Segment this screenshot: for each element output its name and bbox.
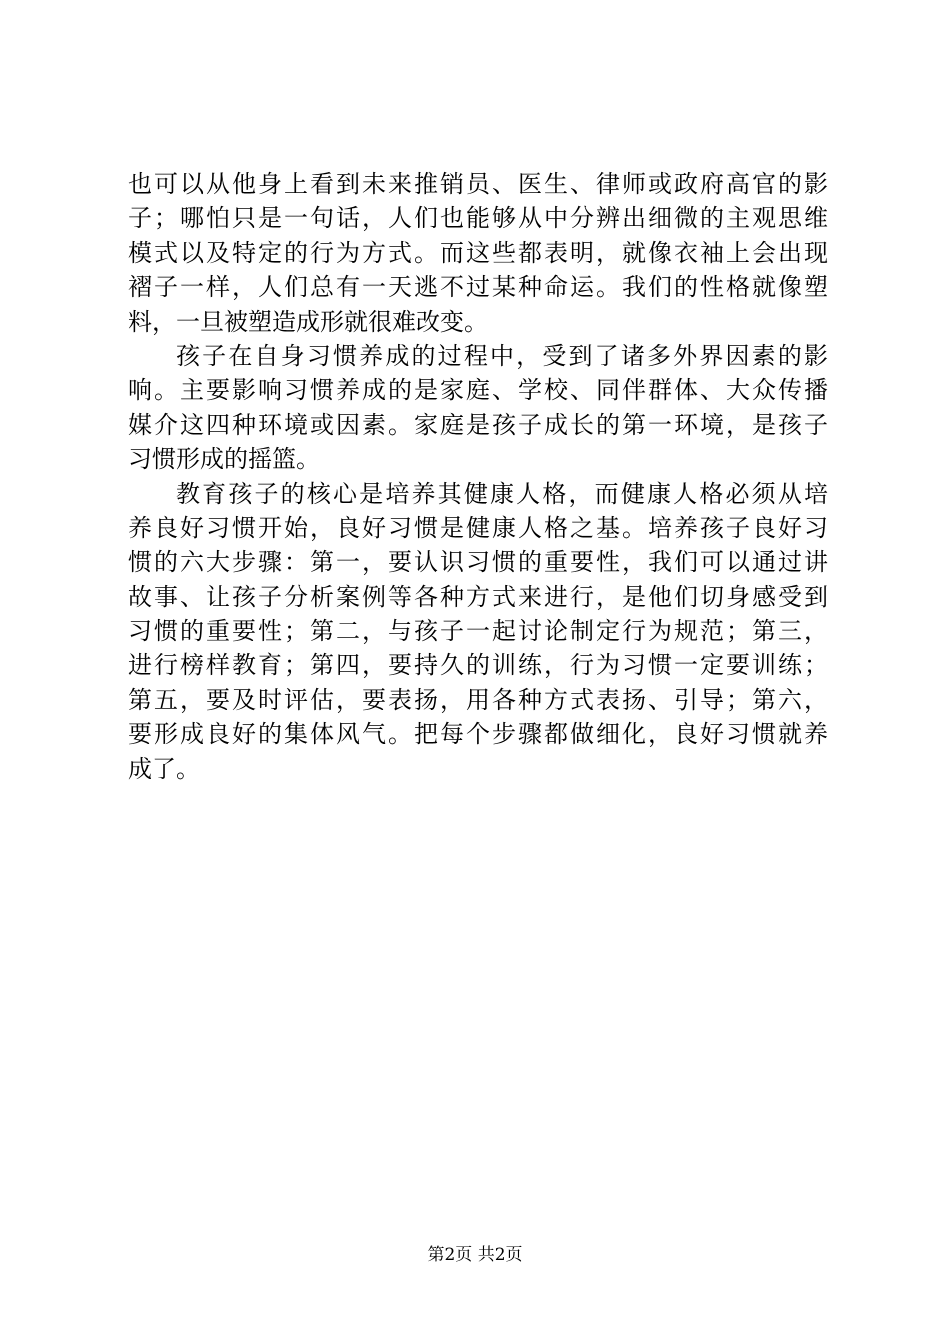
text-line: 惯的六大步骤：第一，要认识习惯的重要性，我们可以通过讲 bbox=[128, 548, 828, 577]
text-line: 料，一旦被塑造成形就很难改变。 bbox=[128, 307, 488, 336]
text-line: 褶子一样，人们总有一天逃不过某种命运。我们的性格就像塑 bbox=[128, 273, 828, 302]
text-line: 故事、让孩子分析案例等各种方式来进行，是他们切身感受到 bbox=[128, 582, 828, 611]
text-line: 习惯的重要性；第二，与孩子一起讨论制定行为规范；第三， bbox=[128, 617, 828, 646]
text-line: 孩子在自身习惯养成的过程中，受到了诸多外界因素的影 bbox=[176, 341, 828, 370]
text-line: 模式以及特定的行为方式。而这些都表明，就像衣袖上会出现 bbox=[128, 238, 828, 267]
text-line: 养良好习惯开始，良好习惯是健康人格之基。培养孩子良好习 bbox=[128, 513, 828, 542]
body-text bbox=[128, 167, 828, 786]
text-line: 响。主要影响习惯养成的是家庭、学校、同伴群体、大众传播 bbox=[128, 376, 828, 405]
paragraph-3 bbox=[128, 477, 828, 787]
text-line: 要形成良好的集体风气。把每个步骤都做细化，良好习惯就养 bbox=[128, 720, 828, 749]
text-line: 媒介这四种环境或因素。家庭是孩子成长的第一环境，是孩子 bbox=[128, 410, 828, 439]
text-line: 也可以从他身上看到未来推销员、医生、律师或政府高官的影 bbox=[128, 170, 828, 198]
text-line: 成了。 bbox=[128, 754, 200, 783]
page-number-label: 第2页 共2页 bbox=[427, 1245, 523, 1265]
text-line: 第五，要及时评估，要表扬，用各种方式表扬、引导；第六， bbox=[128, 685, 828, 714]
text-line: 子；哪怕只是一句话，人们也能够从中分辨出细微的主观思维 bbox=[128, 204, 828, 233]
text-line: 习惯形成的摇篮。 bbox=[128, 445, 320, 474]
page-footer bbox=[0, 1243, 950, 1267]
text-line: 进行榜样教育；第四，要持久的训练，行为习惯一定要训练； bbox=[128, 651, 828, 680]
paragraph-2 bbox=[128, 339, 828, 477]
paragraph-1 bbox=[128, 167, 828, 339]
text-line: 教育孩子的核心是培养其健康人格，而健康人格必须从培 bbox=[176, 479, 828, 508]
